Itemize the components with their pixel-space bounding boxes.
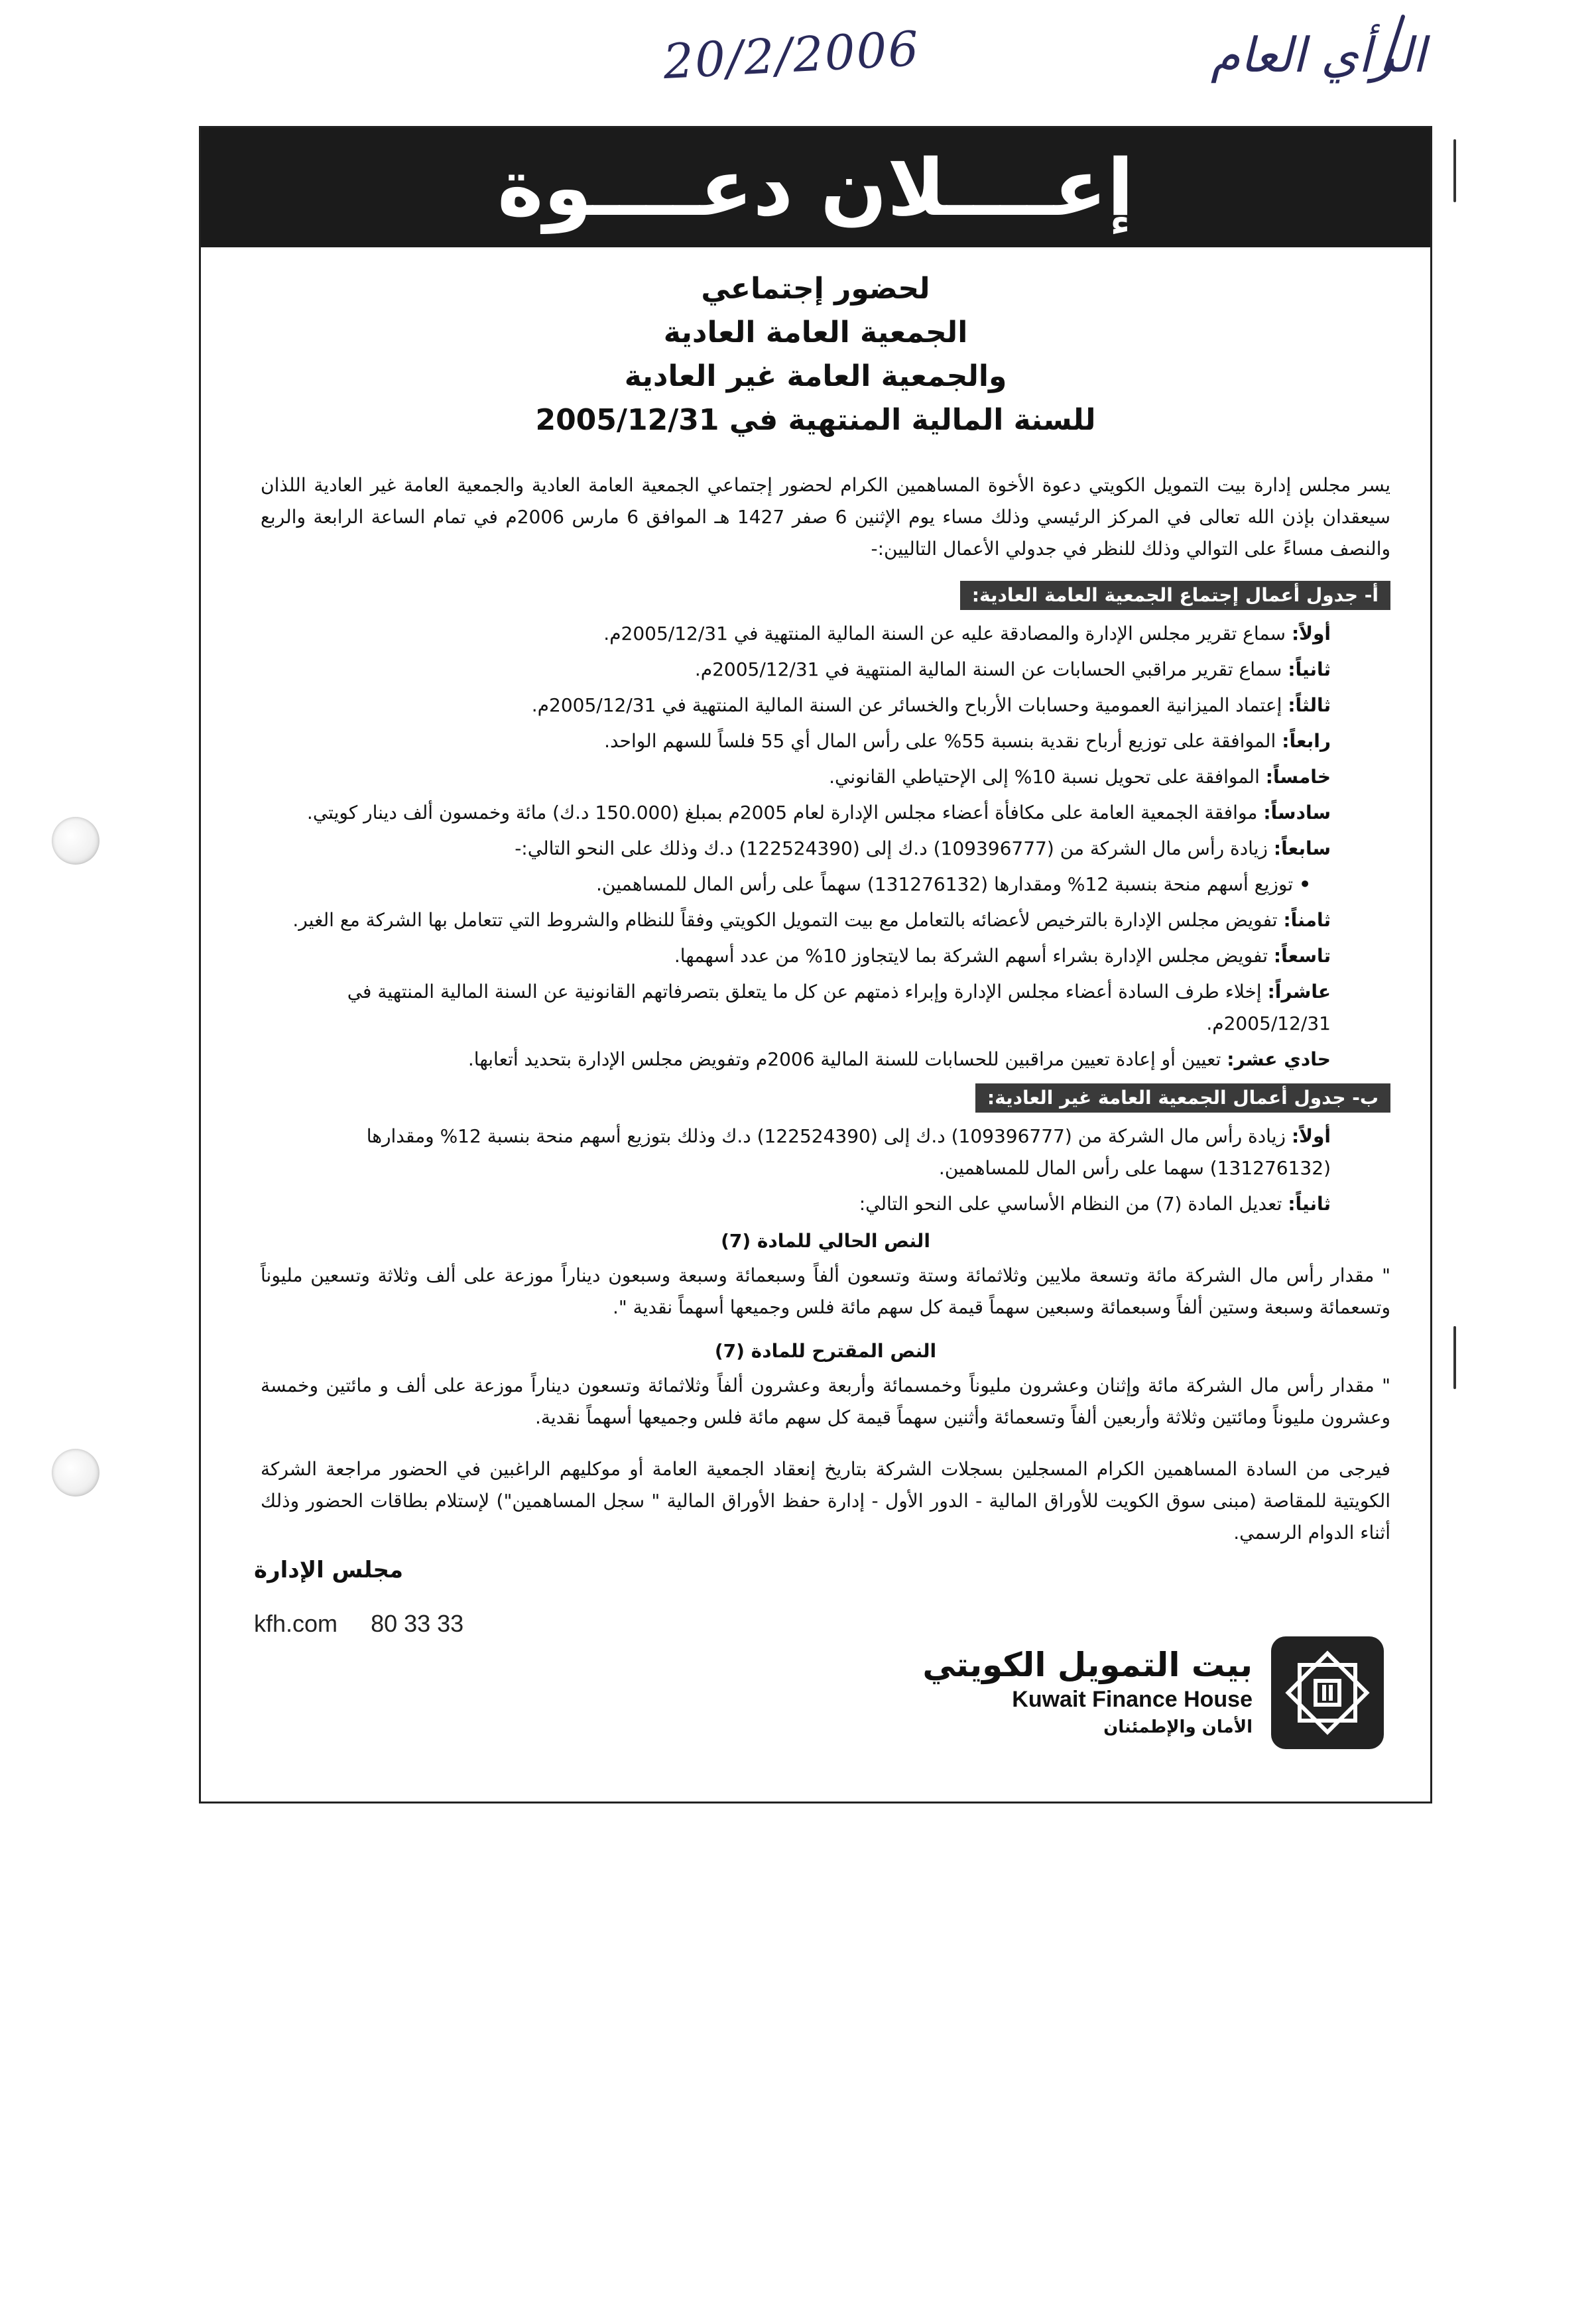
handwritten-date: 20/2/2006: [662, 20, 922, 90]
agenda-item: [261, 797, 1331, 829]
closing-paragraph: فيرجى من السادة المساهمين الكرام المسجلين بسجلات الشركة بتاريخ إنعقاد الجمعية العامة أو موكليهم الراغبين في الحضور مراجعة الشركة الكويتية للمقاصة (مبنى سوق الكويت للأوراق المالية - الدور الأول - إدارة حفظ الأوراق المالية " سجل المساهمين") لإستلام بطاقات الحضور وذلك أثناء الدوام الرسمي.: [261, 1458, 1390, 1544]
item-text: سماع تقرير مجلس الإدارة والمصادقة عليه عن السنة المالية المنتهية في 2005/12/31م.: [603, 623, 1286, 644]
item-label: رابعاً:: [1282, 730, 1331, 752]
subtitle-line: والجمعية العامة غير العادية: [624, 359, 1007, 393]
item-label: سادساً:: [1263, 802, 1331, 824]
item-text: سماع تقرير مراقبي الحسابات عن السنة المالية المنتهية في 2005/12/31م.: [694, 658, 1282, 680]
section-a-items: [261, 618, 1390, 1075]
kfh-logo-block: [922, 1636, 1384, 1749]
website-link[interactable]: kfh.com: [254, 1610, 338, 1637]
item-label: عاشراً:: [1267, 981, 1331, 1003]
agenda-bullet: [261, 869, 1331, 900]
newspaper-announcement: [199, 126, 1432, 1803]
agenda-item: [261, 940, 1331, 972]
item-text: توزيع أسهم منحة بنسبة 12% ومقدارها (131276132) سهماً على رأس المال للمساهمين.: [596, 873, 1294, 895]
logo-text: [922, 1645, 1253, 1741]
intro-paragraph: يسر مجلس إدارة بيت التمويل الكويتي دعوة الأخوة المساهمين الكرام لحضور إجتماعي الجمعية العامة العادية والجمعية العامة غير العادية اللذان سيعقدان بإذن الله تعالى في المركز الرئيسي وذلك مساء يوم الإثنين 6 صفر 1427 هـ الموافق 6 مارس 2006م في تمام الساعة الرابعة والربع والنصف مساءً على التوالي وذلك للنظر في جدولي الأعمال التاليين:-: [261, 474, 1390, 560]
item-text: زيادة رأس مال الشركة من (109396777) د.ك إلى (122524390) د.ك وذلك بتوزيع أسهم منحة بنسبة 12% ومقدارها (131276132) سهما على رأس المال للمساهمين.: [366, 1125, 1331, 1179]
agenda-item: [261, 904, 1331, 936]
proposed-text-title: النص المقترح للمادة (7): [714, 1340, 937, 1362]
board-signature: مجلس الإدارة: [254, 1557, 404, 1583]
item-label: تاسعاً:: [1273, 945, 1331, 967]
agenda-item: [261, 833, 1331, 865]
item-label: حادي عشر:: [1227, 1048, 1331, 1070]
logo-arabic-name: بيت التمويل الكويتي: [922, 1646, 1253, 1684]
subtitle-line: لحضور إجتماعي: [701, 272, 930, 306]
section-b-items: [261, 1121, 1390, 1220]
agenda-item: [261, 618, 1331, 650]
punch-hole-top: [52, 817, 99, 865]
item-label: أولاً:: [1291, 1125, 1331, 1147]
item-text: تفويض مجلس الإدارة بالترخيص لأعضائه بالتعامل مع بيت التمويل الكويتي وفقاً للنظام والشروط التي تتعامل بها الشركة مع الغير.: [292, 909, 1278, 931]
subtitle-line: للسنة المالية المنتهية في 2005/12/31: [535, 403, 1096, 437]
handwritten-annotation: [663, 19, 1426, 92]
margin-mark-top: [1453, 139, 1456, 202]
bullet-icon: •: [1299, 873, 1311, 895]
item-text: موافقة الجمعية العامة على مكافأة أعضاء مجلس الإدارة لعام 2005م بمبلغ (150.000 د.ك) مائة وخمسون ألف دينار كويتي.: [306, 802, 1258, 824]
current-text-title: النص الحالي للمادة (7): [721, 1230, 930, 1252]
logo-tagline: الأمان والإطمئنان: [1103, 1717, 1253, 1737]
agenda-item: [261, 725, 1331, 757]
item-label: ثالثاً:: [1288, 694, 1331, 716]
agenda-item: [261, 761, 1331, 793]
item-text: تعيين أو إعادة تعيين مراقبين للحسابات للسنة المالية 2006م وتفويض مجلس الإدارة بتحديد أتعابها.: [467, 1048, 1221, 1070]
announcement-body: [261, 469, 1390, 1549]
agenda-item: [261, 1121, 1331, 1184]
item-label: ثانياً:: [1288, 1193, 1331, 1215]
item-label: أولاً:: [1291, 623, 1331, 644]
item-text: الموافقة على تحويل نسبة 10% إلى الإحتياطي القانوني.: [829, 766, 1260, 788]
item-label: ثامناً:: [1283, 909, 1331, 931]
kfh-emblem-icon: [1271, 1636, 1384, 1749]
item-text: تعديل المادة (7) من النظام الأساسي على النحو التالي:: [859, 1193, 1282, 1215]
agenda-item: [261, 654, 1331, 686]
item-text: زيادة رأس مال الشركة من (109396777) د.ك إلى (122524390) د.ك وذلك على النحو التالي:-: [515, 837, 1268, 859]
current-text-quote: " مقدار رأس مال الشركة مائة وتسعة ملايين وثلاثمائة وستة وتسعون ألفاً وسبعمائة وسبعة وسبعون ديناراً موزعة على ألف وثلاثة وتسعين مليوناً وتسعمائة وسبعة وستين ألفاً وسبعمائة وسبعين سهماً قيمة كل سهم مائة فلس وجميعها أسهماً نقدية ".: [261, 1264, 1390, 1318]
item-label: سابعاً:: [1273, 837, 1331, 859]
agenda-item: [261, 690, 1331, 721]
banner-title: إعــــلان دعــــوة: [497, 142, 1134, 233]
proposed-text-quote: " مقدار رأس مال الشركة مائة وإثنان وعشرون مليوناً وخمسمائة وأربعة وعشرون ألفاً وثلاثمائة وتسعون ديناراً موزعة على ألف و مائتين وخمسة وعشرون مليوناً ومائتين وثلاثة وأربعين ألفاً وتسعمائة وأثنين سهماً قيمة كل سهم مائة فلس وجميعها أسهماً نقدية.: [261, 1375, 1390, 1428]
item-text: إخلاء طرف السادة أعضاء مجلس الإدارة وإبراء ذمتهم عن كل ما يتعلق بتصرفاتهم القانونية عن السنة المالية المنتهية في 2005/12/31م.: [347, 981, 1331, 1034]
section-a-header: أ- جدول أعمال إجتماع الجمعية العامة العادية:: [960, 581, 1390, 610]
logo-english-name: Kuwait Finance House: [1012, 1687, 1253, 1712]
item-label: خامساً:: [1265, 766, 1331, 788]
agenda-item: [261, 1188, 1331, 1220]
subtitle-line: الجمعية العامة العادية: [663, 316, 968, 349]
margin-mark-bottom: [1453, 1326, 1456, 1389]
agenda-item: [261, 976, 1331, 1040]
contact-line: [254, 1610, 490, 1638]
handwritten-source: الرأي العام: [1210, 27, 1426, 83]
item-text: تفويض مجلس الإدارة بشراء أسهم الشركة بما لايتجاوز 10% من عدد أسهمها.: [674, 945, 1268, 967]
agenda-item: [261, 1044, 1331, 1075]
punch-hole-bottom: [52, 1449, 99, 1497]
item-text: إعتماد الميزانية العمومية وحسابات الأرباح والخسائر عن السنة المالية المنتهية في 2005/12/31م.: [531, 694, 1282, 716]
item-label: ثانياً:: [1288, 658, 1331, 680]
subtitle-block: [201, 267, 1430, 442]
section-b-header: ب- جدول أعمال الجمعية العامة غير العادية:: [975, 1083, 1390, 1113]
announcement-banner: [201, 128, 1430, 247]
item-text: الموافقة على توزيع أرباح نقدية بنسبة 55% على رأس المال أي 55 فلساً للسهم الواحد.: [604, 730, 1276, 752]
phone-number: 80 33 33: [371, 1610, 464, 1637]
